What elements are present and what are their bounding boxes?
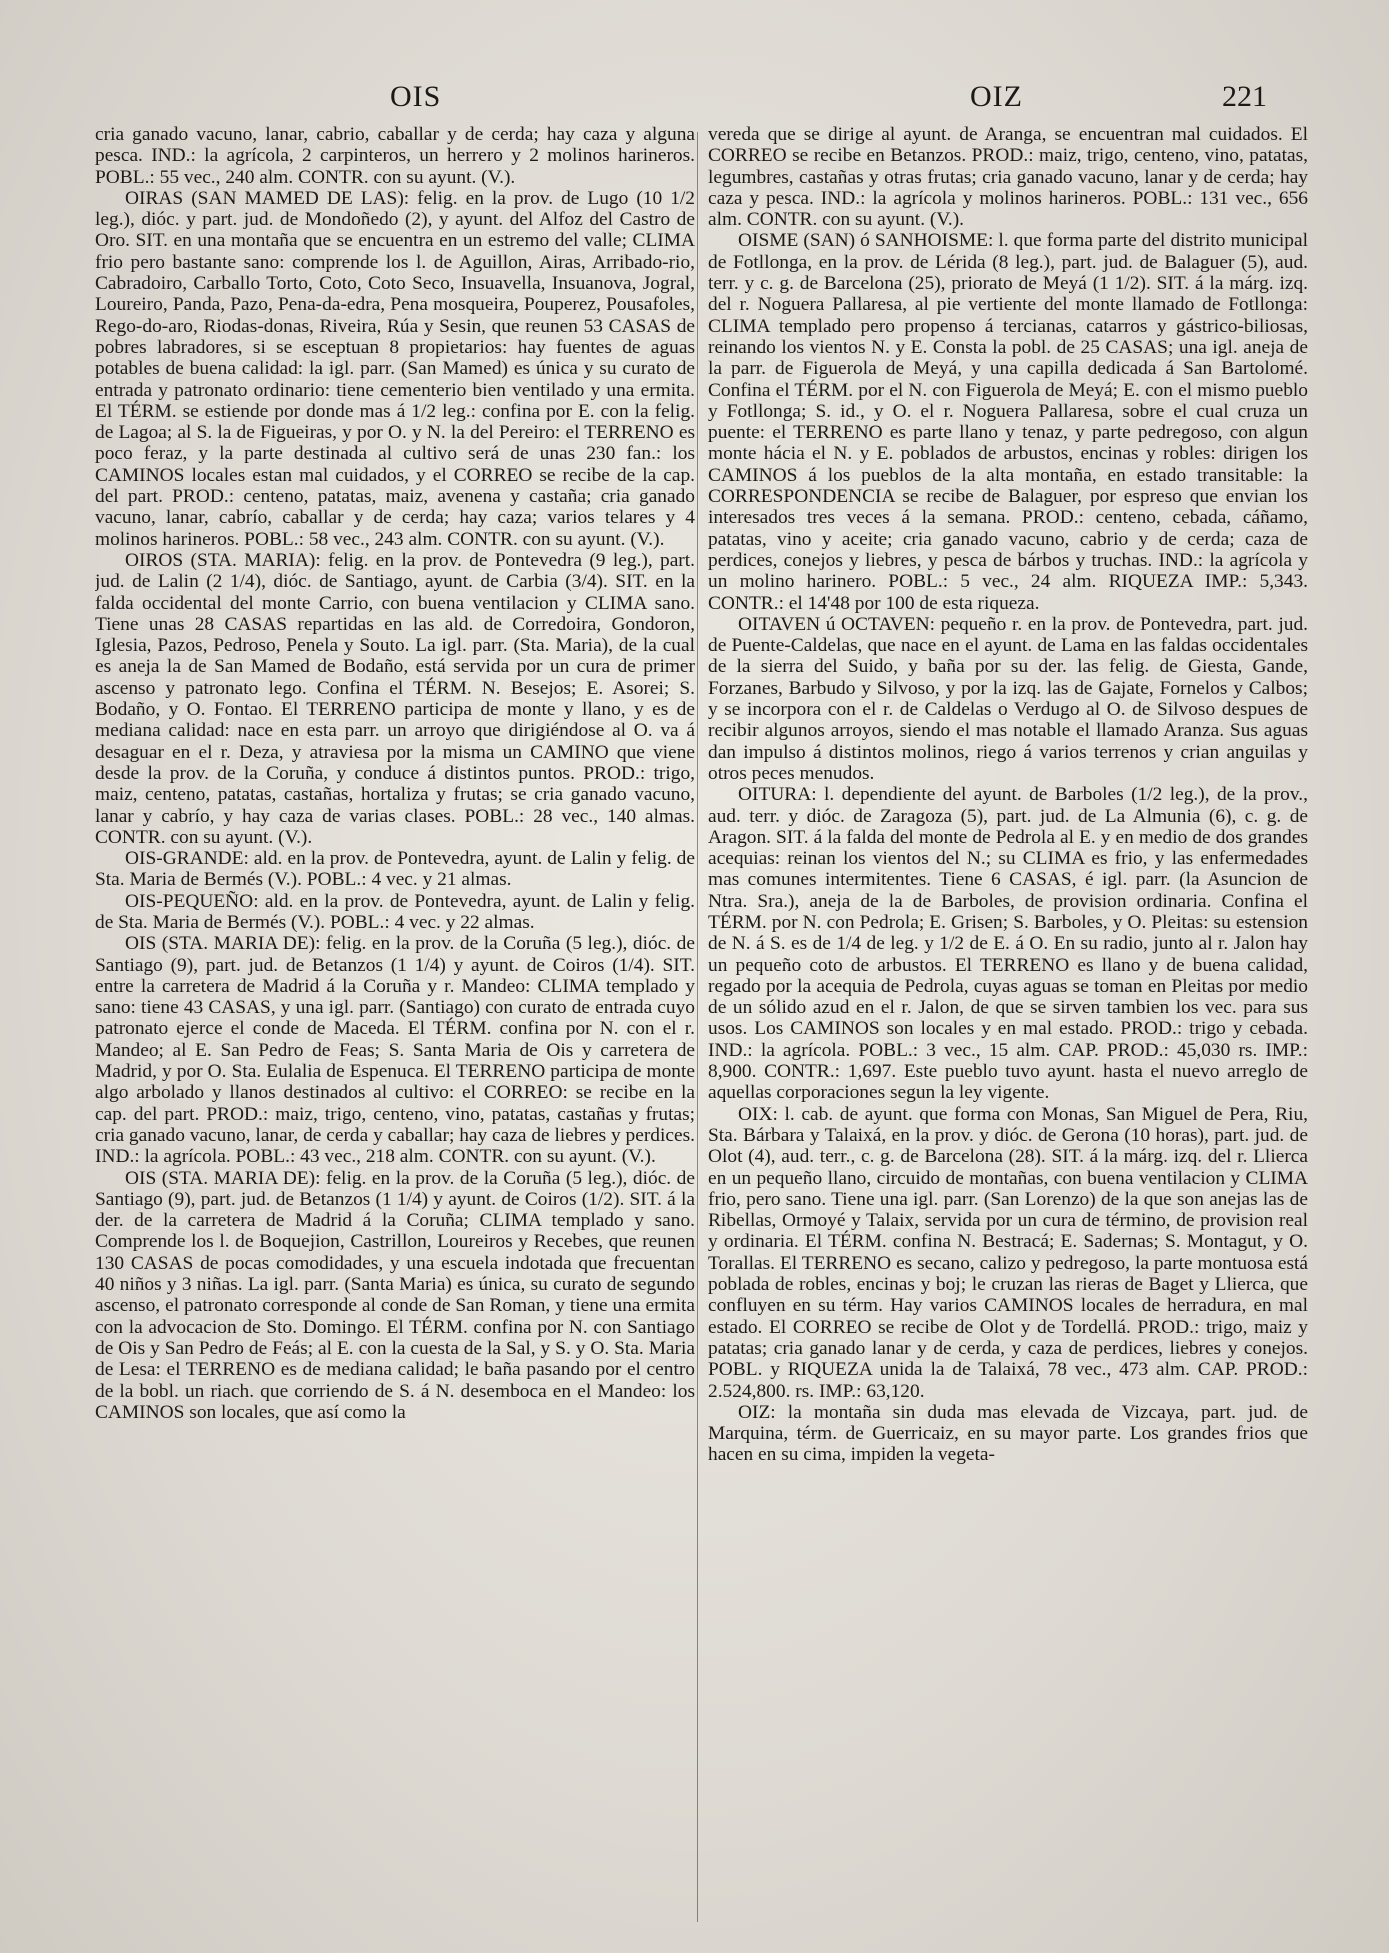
continued-entry-text: vereda que se dirige al ayunt. de Aranga, se encuentran mal cuidados. El CORREO se recibe en Betanzos. PROD.: maiz, trigo, centeno, vino, patatas, legumbres, castañas y otras frutas; cria ganado vacuno, lanar y de cerda; hay caza y pesca. IND.: la agrícola y molinos harineros. POBL.: 131 vec., 656 alm. CONTR. con su ayunt. (V.). (708, 124, 1308, 231)
dictionary-entry: OITURA: l. dependiente del ayunt. de Barboles (1/2 leg.), de la prov., aud. terr. y dióc. de Zaragoza (5), part. jud. de La Almunia (6), c. g. de Aragon. SIT. á la falda del monte de Pedrola al E. y en medio de dos grandes acequias: reinan los vientos del N.; su CLIMA es frio, y las enfermedades mas comunes intermitentes. Tiene 6 CASAS, é igl. parr. (la Asuncion de Ntra. Sra.), aneja de la de Barboles, de provision ordinaria. Confina el TÉRM. por N. con Pedrola; E. Grisen; S. Barboles, y O. Pleitas: su estension de N. á S. es de 1/4 de leg. y 1/2 de E. á O. En su radio, junto al r. Jalon hay un pequeño coto de arbustos. El TERRENO es llano y de buena calidad, regado por la acequia de Pedrola, cuyas aguas se toman en Pleitas por medio de un sólido azud en el r. Jalon, de que se sirven tambien los vec. para sus usos. Los CAMINOS son locales y en mal estado. PROD.: trigo y cebada. IND.: la agrícola. POBL.: 3 vec., 15 alm. CAP. PROD.: 45,030 rs. IMP.: 8,900. CONTR.: 1,697. Este pueblo tuvo ayunt. hasta el nuevo arreglo de aquellas corporaciones segun la ley vigente. (708, 784, 1308, 1104)
continued-entry-text: cria ganado vacuno, lanar, cabrio, caballar y de cerda; hay caza y alguna pesca. IND.: la agrícola, 2 carpinteros, un herrero y 2 molinos harineros. POBL.: 55 vec., 240 alm. CONTR. con su ayunt. (V.). (95, 124, 695, 188)
dictionary-entry: OIS-GRANDE: ald. en la prov. de Pontevedra, ayunt. de Lalin y felig. de Sta. Maria de Bermés (V.). POBL.: 4 vec. y 21 almas. (95, 848, 695, 891)
column-divider (697, 132, 698, 1922)
dictionary-entry: OIS (STA. MARIA DE): felig. en la prov. de la Coruña (5 leg.), dióc. de Santiago (9), part. jud. de Betanzos (1 1/4) y ayunt. de Coiros (1/4). SIT. entre la carretera de Madrid á la Coruña y r. Mandeo: CLIMA templado y sano: tiene 43 CASAS, y una igl. parr. (Santiago) con curato de entrada cuyo patronato ejerce el conde de Maceda. El TÉRM. confina por N. con el r. Mandeo; al E. San Pedro de Feas; S. Santa Maria de Ois y carretera de Madrid, y por O. Sta. Eulalia de Espenuca. El TERRENO participa de monte algo arbolado y llanos destinados al cultivo: el CORREO: se recibe en la cap. del part. PROD.: maiz, trigo, centeno, vino, patatas, castañas y frutas; cria ganado vacuno, lanar, de cerda y caballar; hay caza de liebres y perdices. IND.: la agrícola. POBL.: 43 vec., 218 alm. CONTR. con su ayunt. (V.). (95, 933, 695, 1168)
dictionary-entry: OIS-PEQUEÑO: ald. en la prov. de Pontevedra, ayunt. de Lalin y felig. de Sta. Maria de Bermés (V.). POBL.: 4 vec. y 22 almas. (95, 890, 695, 933)
dictionary-entry: OIX: l. cab. de ayunt. que forma con Monas, San Miguel de Pera, Riu, Sta. Bárbara y Talaixá, en la prov. y dióc. de Gerona (10 horas), part. jud. de Olot (4), aud. terr., c. g. de Barcelona (28). SIT. á la márg. izq. del r. Llierca en un pequeño llano, circuido de montañas, con buena ventilacion y CLIMA frio, pero sano. Tiene una igl. parr. (San Lorenzo) de la que son anejas las de Ribellas, Ormoyé y Talaix, servida por un cura de término, de provision real y ordinaria. El TÉRM. confina N. Bestracá; E. Sadernas; S. Montagut, y O. Torallas. El TERRENO es secano, calizo y pedregoso, la parte montuosa está poblada de robles, encinas y boj; le cruzan las rieras de Baget y Llierca, que confluyen en su térm. Hay varios CAMINOS locales de herradura, en mal estado. El CORREO se recibe de Olot y de Tordellá. PROD.: trigo, maiz y patatas; cria ganado lanar y de cerda, y caza de perdices, liebres y conejos. POBL. y RIQUEZA unida la de Talaixá, 78 vec., 473 alm. CAP. PROD.: 2.524,800. rs. IMP.: 63,120. (708, 1103, 1308, 1402)
left-running-head: OIS (390, 80, 442, 113)
right-column (708, 124, 1308, 1929)
dictionary-entry: OIRAS (SAN MAMED DE LAS): felig. en la prov. de Lugo (10 1/2 leg.), dióc. y part. jud. de Mondoñedo (2), y ayunt. del Alfoz del Castro de Oro. SIT. en una montaña que se encuentra en un estremo del valle; CLIMA frio pero bastante sano: comprende los l. de Aguillon, Airas, Arribado-rio, Cabradoiro, Carballo Torto, Coto, Coto Seco, Insuavella, Insuanova, Jogral, Loureiro, Panda, Pazo, Pena-da-edra, Pena mosqueira, Pouperez, Pousafoles, Rego-do-aro, Riodas-donas, Riveira, Rúa y Sesin, que reunen 53 CASAS de pobres labradores, si se esceptuan 8 propietarios: hay fuentes de aguas potables de buena calidad: la igl. parr. (San Mamed) es única y su curato de entrada y patronato ordinario: tiene cementerio bien ventilado y una ermita. El TÉRM. se estiende por donde mas á 1/2 leg.: confina por E. con la felig. de Lagoa; al S. la de Figueiras, y por O. y N. la del Pereiro: el TERRENO es poco feraz, y la parte destinada al cultivo será de unas 230 fan.: los CAMINOS locales estan mal cuidados, y el CORREO se recibe de la cap. del part. PROD.: centeno, patatas, maiz, avenena y castaña; cria ganado vacuno, lanar, cabrío, caballar y de cerda; hay caza; varios telares y 4 molinos harineros. POBL.: 58 vec., 243 alm. CONTR. con su ayunt. (V.). (95, 187, 695, 550)
right-running-head: OIZ (970, 80, 1023, 113)
dictionary-entry: OIS (STA. MARIA DE): felig. en la prov. de la Coruña (5 leg.), dióc. de Santiago (9), part. jud. de Betanzos (1 1/4) y ayunt. de Coiros (1/2). SIT. á la der. de la carretera de Madrid á la Coruña; CLIMA templado y sano. Comprende los l. de Boquejion, Castrillon, Loureiros y Recebes, que reunen 130 CASAS de pocas comodidades, y una escuela indotada que frecuentan 40 niños y 3 niñas. La igl. parr. (Santa Maria) es única, su curato de segundo ascenso, el patronato corresponde al conde de San Roman, y tiene una ermita con la advocacion de Sto. Domingo. El TÉRM. confina por N. con Santiago de Ois y San Pedro de Feás; al E. con la cuesta de la Sal, y S. y O. Sta. Maria de Lesa: el TERRENO es de mediana calidad; le baña pasando por el centro de la bobl. un riach. que corriendo de S. á N. desemboca en el Mandeo: los CAMINOS son locales, que así como la (95, 1167, 695, 1423)
dictionary-entry: OIROS (STA. MARIA): felig. en la prov. de Pontevedra (9 leg.), part. jud. de Lalin (2 1/4), dióc. de Santiago, ayunt. de Carbia (3/4). SIT. en la falda occidental del monte Carrio, con buena ventilacion y CLIMA sano. Tiene unas 28 CASAS repartidas en las ald. de Corredoira, Gondoron, Iglesia, Pazos, Pedroso, Penela y Souto. La igl. parr. (Sta. Maria), de la cual es aneja la de San Mamed de Bodaño, está servida por un cura de primer ascenso y patronato lego. Confina el TÉRM. N. Besejos; E. Asorei; S. Bodaño, y O. Fontao. El TERRENO participa de monte y llano, y es de mediana calidad: nace en esta parr. un arroyo que dirigiéndose al O. va á desaguar en el r. Deza, y atraviesa por la misma un CAMINO que viene desde la prov. de la Coruña, y conduce á distintos puntos. PROD.: trigo, maiz, centeno, patatas, castañas, hortaliza y frutas; se cria ganado vacuno, lanar y cabrío, y hay caza de varias clases. POBL.: 28 vec., 140 almas. CONTR. con su ayunt. (V.). (95, 549, 695, 848)
dictionary-entry: OISME (SAN) ó SANHOISME: l. que forma parte del distrito municipal de Fotllonga, en la prov. de Lérida (8 leg.), part. jud. de Balaguer (5), aud. terr. y c. g. de Barcelona (25), priorato de Meyá (1 1/2). SIT. á la márg. izq. del r. Noguera Pallaresa, al pie vertiente del monte llamado de Fotllonga: CLIMA templado pero propenso á tercianas, catarros y gástrico-biliosas, reinando los vientos N. y E. Consta la pobl. de 25 CASAS; una igl. aneja de la parr. de Figuerola de Meyá, y una capilla dedicada á San Bartolomé. Confina el TÉRM. por el N. con Figuerola de Meyá; E. con el mismo pueblo y Fotllonga; S. id., y O. el r. Noguera Pallaresa, sobre el cual cruza un puente: el TERRENO es parte llano y tenaz, y parte pedregoso, con algun monte hácia el N. y E. poblados de arbustos, encinas y robles: dirigen los CAMINOS á los pueblos de la alta montaña, en estado transitable: la CORRESPONDENCIA se recibe de Balaguer, por espreso que envian los interesados tres veces á la semana. PROD.: centeno, cebada, cáñamo, patatas, vino y aceite; cria ganado vacuno, cabrio y de cerda; caza de perdices, conejos y liebres, y pesca de bárbos y truchas. IND.: la agrícola y un molino harinero. POBL.: 5 vec., 24 alm. RIQUEZA IMP.: 5,343. CONTR.: el 14'48 por 100 de esta riqueza. (708, 230, 1308, 614)
left-column (95, 124, 695, 1929)
dictionary-entry: OIZ: la montaña sin duda mas elevada de Vizcaya, part. jud. de Marquina, térm. de Guerricaiz, en su mayor parte. Los grandes frios que hacen en su cima, impiden la vegeta- (708, 1401, 1308, 1466)
page-number: 221 (1222, 80, 1267, 113)
dictionary-entry: OITAVEN ú OCTAVEN: pequeño r. en la prov. de Pontevedra, part. jud. de Puente-Caldelas, que nace en el ayunt. de Lama en las faldas occidentales de la sierra del Suido, y baña por su der. las felig. de Giesta, Gande, Forzanes, Barbudo y Silvoso, y por la izq. las de Gajate, Fornelos y Calbos; y se incorpora con el r. de Caldelas o Verdugo al O. de Silvoso despues de recibir algunos arroyos, siendo el mas notable el llamado Aranza. Sus aguas dan impulso á distintos molinos, riego á varios terrenos y crian anguilas y otros peces menudos. (708, 613, 1308, 784)
running-header (0, 80, 1389, 124)
